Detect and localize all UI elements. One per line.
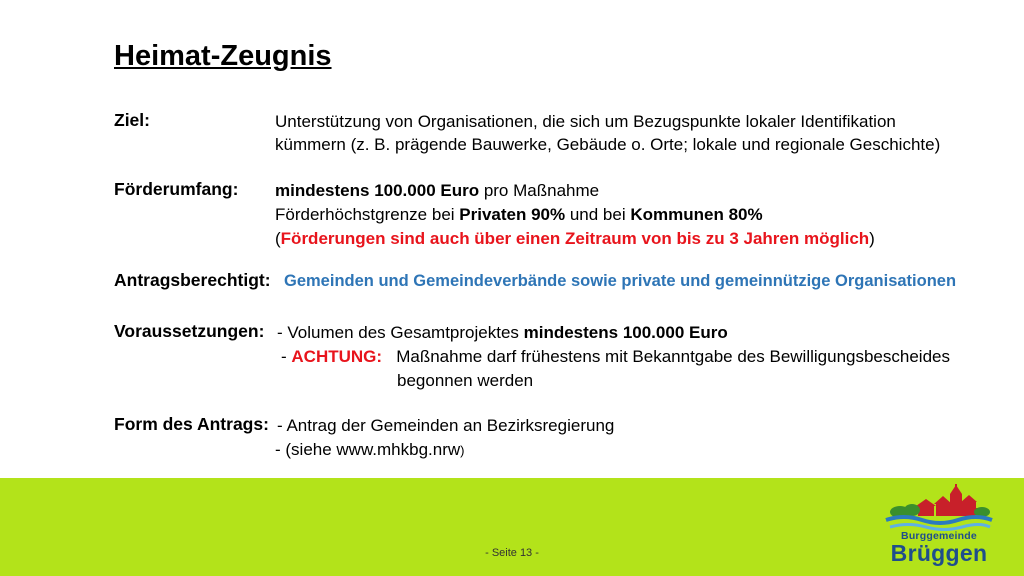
and-text: und bei bbox=[565, 205, 631, 224]
website-paren: ) bbox=[460, 443, 465, 458]
form-line-1: - Antrag der Gemeinden an Bezirksregierung bbox=[277, 416, 615, 435]
logo-text-top: Burggemeinde bbox=[901, 530, 977, 542]
dash: - bbox=[281, 347, 292, 366]
antragsberechtigt-value: Gemeinden und Gemeindeverbände sowie private und gemeinnützige Organisationen bbox=[284, 272, 957, 290]
volume-text: - Volumen des Gesamtprojektes bbox=[277, 323, 524, 342]
page-number: - Seite 13 - bbox=[485, 547, 539, 559]
antragsberechtigt-label: Antragsberechtigt: bbox=[114, 270, 271, 290]
foerderumfang-line-2 bbox=[275, 203, 763, 226]
brueggen-logo bbox=[884, 484, 994, 570]
foerderumfang-line-3 bbox=[275, 227, 875, 250]
website-text: - (siehe www.mhkbg.nrw bbox=[275, 440, 461, 459]
volume-min: mindestens 100.000 Euro bbox=[523, 323, 728, 342]
logo-text-bottom: Brüggen bbox=[890, 540, 988, 566]
foerderumfang-line-1 bbox=[275, 179, 599, 202]
voraussetzungen-line-1 bbox=[277, 321, 728, 344]
castle-icon bbox=[884, 484, 994, 534]
multi-year-note: Förderungen sind auch über einen Zeitraum von bis zu 3 Jahren möglich bbox=[280, 229, 870, 248]
ziel-label: Ziel: bbox=[114, 110, 150, 130]
footer-band bbox=[0, 478, 1024, 576]
private-rate: Privaten 90% bbox=[459, 205, 566, 224]
voraussetzungen-line-3: begonnen werden bbox=[397, 371, 534, 390]
communal-rate: Kommunen 80% bbox=[630, 205, 763, 224]
max-rate-text: Förderhöchstgrenze bei bbox=[275, 205, 460, 224]
achtung-text: Maßnahme darf frühestens mit Bekanntgabe des Bewilligungsbescheides bbox=[382, 347, 950, 366]
ziel-line-2: kümmern (z. B. prägende Bauwerke, Gebäude o. Orte; lokale und regionale Geschichte) bbox=[275, 135, 941, 154]
slide-title: Heimat-Zeugnis bbox=[114, 40, 332, 72]
paren-close: ) bbox=[869, 229, 875, 248]
ziel-line-1: Unterstützung von Organisationen, die sich um Bezugspunkte lokaler Identifikation bbox=[275, 112, 896, 131]
per-measure: pro Maßnahme bbox=[479, 181, 600, 200]
paren-open: ( bbox=[275, 229, 281, 248]
achtung-label: ACHTUNG: bbox=[291, 347, 383, 366]
voraussetzungen-line-2 bbox=[281, 345, 950, 368]
voraussetzungen-label: Voraussetzungen: bbox=[114, 321, 265, 341]
min-amount: mindestens 100.000 Euro bbox=[275, 181, 480, 200]
foerderumfang-label: Förderumfang: bbox=[114, 179, 239, 199]
form-label: Form des Antrags: bbox=[114, 414, 269, 434]
form-line-2 bbox=[275, 438, 465, 462]
